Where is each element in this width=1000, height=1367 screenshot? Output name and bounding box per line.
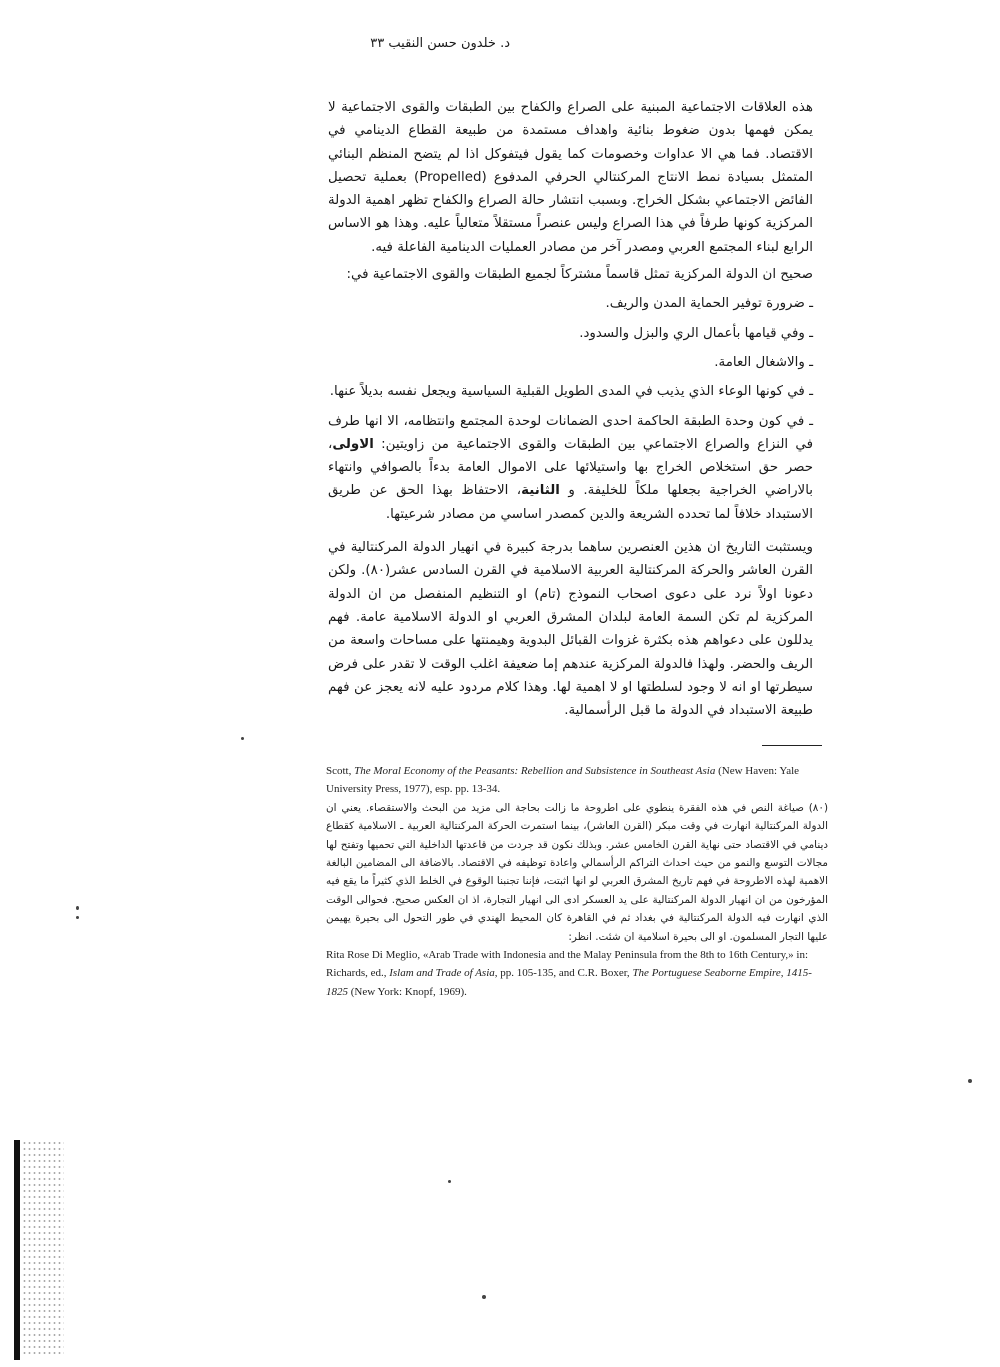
footnote-richards-title: Islam and Trade of Asia xyxy=(389,967,495,980)
footnote-80: (٨٠) صياغة النص في هذه الفقرة ينطوي على اطروحة ما زالت بحاجة الى مزيد من البحث والاستقصاء. يعني ان الدولة المركنتالية انهارت في وقت مبكر (القرن العاشر)، بينما استمرت الحركة المركنتالية العربية ـ الاسلامية كقطاع دينامي في الاقتصاد حتى نهاية القرن الخامس عشر. وبذلك نكون قد جردت من قاعدتها الداخلية التي تحميها وتفتح لها مجالات التوسع والنمو من حيث احداث التراكم الرأسمالي واعادة توظيفه في الاقتصاد. بالاضافة الى المضامين البالغة الاهمية لهذه الاطروحة في فهم تاريخ المشرق العربي لو انها اثبتت، فإننا تجنبنا الوقوع في الخلط الذي كثيراً ما يقع فيه المؤرخون من ان انهيار الدولة المركنتالية على يد العسكر ادى الى انهيار التجارة، اذ ان العكس صحيح. فحوالى الوقت الذي انهارت فيه الدولة المركنتالية في بغداد ثم في القاهرة كان المحيط الهندي في طور التحول الى بحيرة يهيمن عليها التجار المسلمون. او الى بحيرة اسلامية ان شئت. انظر: xyxy=(326,801,828,943)
paragraph-3-text-b: ، حصر حق استخلاص الخراج بها واستيلائها على الاموال العامة بدءاً بالصوافي وانتهاء بالاراضي الخراجية بجعلها ملكاً للخليفة. و xyxy=(328,436,814,499)
footnote-80-references xyxy=(326,946,828,1001)
paragraph-4: ويستثبت التاريخ ان هذين العنصرين ساهما بدرجة كبيرة في انهيار الدولة المركنتالية في القرن العاشر والحركة المركنتالية العربية الاسلامية في القرن السادس عشر(٨٠). ولكن دعونا اولاً نرد على دعوى اصحاب النموذج (تام) او التنظيم المنفصل من ان الدولة المركزية لم تكن السمة العامة لبلدان المشرق العربي او الدولة الاسلامية عامة. فهم يدللون على دعواهم هذه بكثرة غزوات القبائل البدوية وهيمنتها على مساحات واسعة من الريف والحضر. ولهذا فالدولة المركزية عندهم إما ضعيفة اغلب الوقت لا تقدر على فرض سيطرتها او انه لا وجود لسلطتها او لا اهمية لها. وهذا كلام مردود عليه لانه يعجز عن فهم طبيعة الاستبداد في الدولة ما قبل الرأسمالية. xyxy=(328,540,813,719)
footnote-scott-publisher: (New Haven: Yale University Press, 1977), esp. pp. 13-34. xyxy=(326,765,800,796)
running-head: د. خلدون حسن النقيب ٣٣ xyxy=(370,36,510,51)
paragraph-2: صحيح ان الدولة المركزية تمثل قاسماً مشتركاً لجميع الطبقات والقوى الاجتماعية في: xyxy=(346,267,813,283)
paragraph-3 xyxy=(328,410,813,526)
list-item-irrigation: ـ وفي قيامها بأعمال الري والبزل والسدود. xyxy=(579,325,813,341)
paragraph-1: هذه العلاقات الاجتماعية المبنية على الصراع والكفاح بين الطبقات والقوى الاجتماعية لا يمكن فهمها بدون ضغوط بنائية واهداف مستمدة من طبيعة القطاع الدينامي في الاقتصاد. فما هي الا عداوات وخصومات كما يقول فيتفوكل اذا لم يتضح المنظم البنائي المتمثل بسيادة نمط الانتاج المركنتالي الحرفي المدفوع (Propelled) بعملية تحصيل الفائض الاجتماعي بشكل الخراج. وبسبب انتشار حالة الصراع والكفاح تظهر اهمية الدولة المركزية كونها طرفاً في هذا الصراع وليس عنصراً مستقلاً متعالياً عليه. وهذا هو الاساس الرابع لبناء المجتمع العربي ومصدر آخر من مصادر العمليات الدينامية الفاعلة فيه. xyxy=(328,100,814,255)
footnote-rule xyxy=(762,745,822,746)
paragraph-3-text-c: ، الاحتفاظ بهذا الحق عن طريق الاستبداد خلافاً لما تحدده الشريعة والدين كمصدر اساسي من مصادر شرعيتها. xyxy=(328,483,813,522)
list-item-public-works: ـ والاشغال العامة. xyxy=(714,354,813,370)
footnote-scott-title: The Moral Economy of the Peasants: Rebellion and Subsistence in Southeast Asia xyxy=(354,765,716,777)
list-item-tribalism: ـ في كونها الوعاء الذي يذيب في المدى الطويل القبلية السياسية ويجعل نفسه بديلاً عنها. xyxy=(329,384,813,400)
footnote-scott-author: Scott, xyxy=(326,765,355,777)
footnotes xyxy=(326,762,828,1001)
body-text xyxy=(328,96,813,722)
scan-speck xyxy=(76,906,79,910)
scan-speck xyxy=(448,1180,451,1183)
scan-speck xyxy=(76,916,79,919)
list-item-protection: ـ ضرورة توفير الحماية المدن والريف. xyxy=(605,296,813,312)
scan-speck xyxy=(968,1079,972,1083)
scan-edge-shadow xyxy=(14,1140,20,1360)
paragraph-3-bold-first: الاولى xyxy=(332,436,374,452)
scan-edge-noise xyxy=(22,1140,64,1355)
scan-speck xyxy=(482,1295,486,1299)
footnote-boxer-author: , pp. 105-135, and C.R. Boxer, xyxy=(494,967,633,980)
footnote-scott xyxy=(326,762,828,799)
scan-speck xyxy=(241,737,244,740)
footnote-meglio: Rita Rose Di Meglio, «Arab Trade with Indonesia and the Malay Peninsula from the 8th to 16th Century,» in: Richards, ed., xyxy=(326,949,809,980)
paragraph-3-bold-second: الثانية xyxy=(521,483,560,499)
footnote-boxer-title: The Portuguese Seaborne Empire, 1415-1825 xyxy=(326,967,812,998)
paragraph-3-text-a: ـ في كون وحدة الطبقة الحاكمة احدى الضمانات لوحدة المجتمع وانتظامه، الا انها طرف في النزاع والصراع الاجتماعي بين الطبقات والقوى الاجتماعية من زاويتين: xyxy=(328,413,813,452)
footnote-boxer-publisher: (New York: Knopf, 1969). xyxy=(348,985,467,998)
